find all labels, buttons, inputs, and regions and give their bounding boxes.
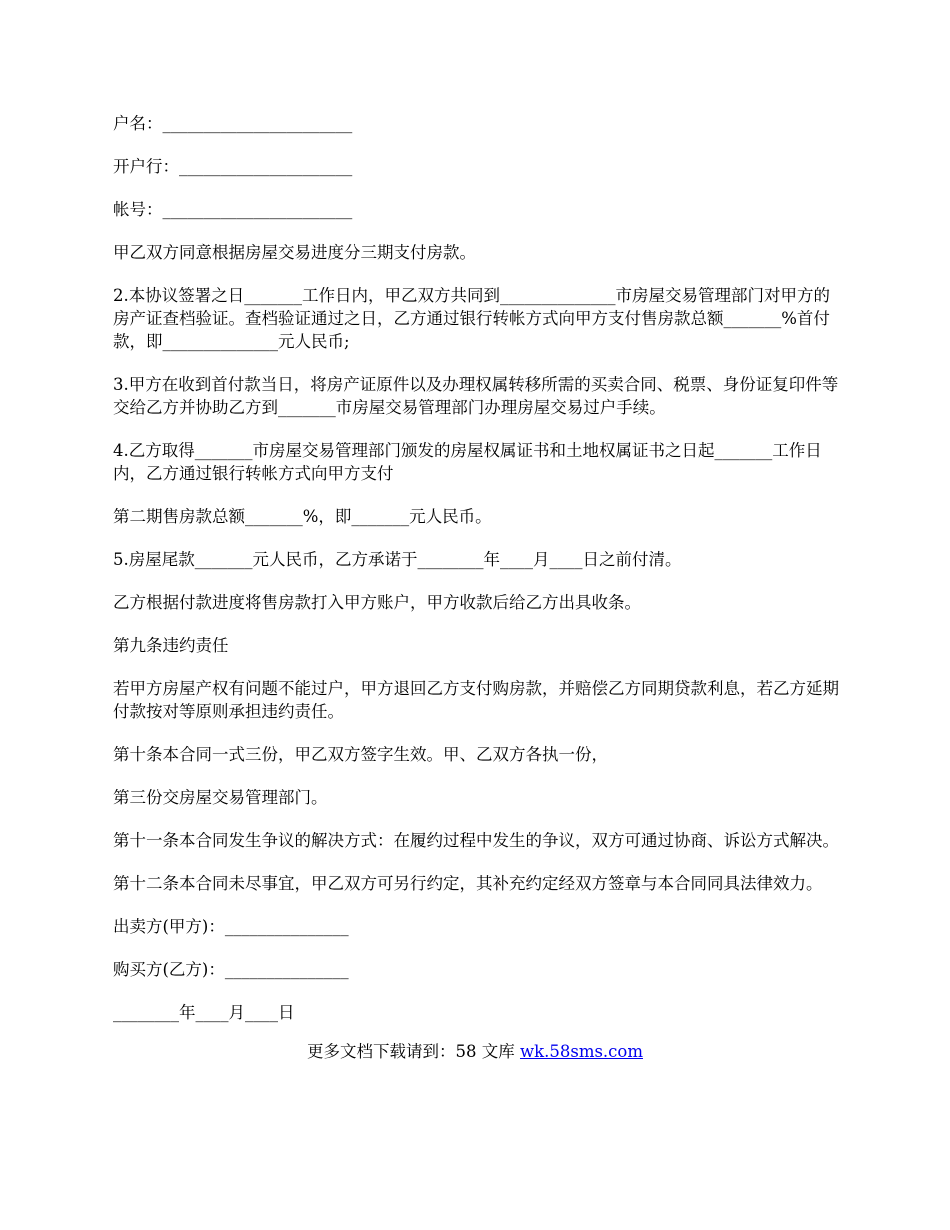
- footer: [0, 1040, 950, 1063]
- footer-text: 更多文档下载请到：58 文库: [306, 1042, 520, 1061]
- article-10-continued: 第三份交房屋交易管理部门。: [113, 788, 328, 807]
- article-11: 第十一条本合同发生争议的解决方式：在履约过程中发生的争议，双方可通过协商、诉讼方式解决。: [113, 831, 839, 850]
- clause-3: 3.甲方在收到首付款当日，将房产证原件以及办理权属转移所需的买卖合同、税票、身份证复印件等交给乙方并协助乙方到_______市房屋交易管理部门办理房屋交易过户手续。: [113, 375, 839, 417]
- clause-4: 4.乙方取得_______市房屋交易管理部门颁发的房屋权属证书和土地权属证书之日起_______工作日内，乙方通过银行转帐方式向甲方支付: [113, 441, 822, 483]
- buyer-signature-line: 购买方(乙方)：_______________: [113, 960, 349, 979]
- bank-line: 开户行：_____________________: [113, 157, 353, 176]
- clause-5: 5.房屋尾款_______元人民币，乙方承诺于________年____月____日之前付清。: [113, 550, 682, 569]
- second-payment: 第二期售房款总额_______%，即_______元人民币。: [113, 507, 492, 526]
- article-9-body: 若甲方房屋产权有问题不能过户，甲方退回乙方支付购房款，并赔偿乙方同期贷款利息，若乙方延期付款按对等原则承担违约责任。: [113, 679, 839, 721]
- date-line: ________年____月____日: [113, 1003, 295, 1022]
- footer-link[interactable]: wk.58sms.com: [519, 1042, 643, 1061]
- seller-signature-line: 出卖方(甲方)：_______________: [113, 917, 349, 936]
- account-number-line: 帐号：_______________________: [113, 200, 353, 219]
- article-9-heading: 第九条违约责任: [113, 636, 229, 655]
- article-10: 第十条本合同一式三份，甲乙双方签字生效。甲、乙双方各执一份，: [113, 745, 608, 764]
- account-name-line: 户名：_______________________: [113, 114, 353, 133]
- payment-intro: 甲乙双方同意根据房屋交易进度分三期支付房款。: [113, 243, 476, 262]
- document-body: [113, 112, 839, 1044]
- article-12: 第十二条本合同未尽事宜，甲乙双方可另行约定，其补充约定经双方签章与本合同同具法律效力。: [113, 874, 823, 893]
- clause-2: 2.本协议签署之日_______工作日内，甲乙双方共同到______________市房屋交易管理部门对甲方的房产证查档验证。查档验证通过之日，乙方通过银行转帐方式向甲方支付售房款总额_______%首付款，即______________元人民币;: [113, 286, 830, 351]
- payment-account-note: 乙方根据付款进度将售房款打入甲方账户，甲方收款后给乙方出具收条。: [113, 593, 641, 612]
